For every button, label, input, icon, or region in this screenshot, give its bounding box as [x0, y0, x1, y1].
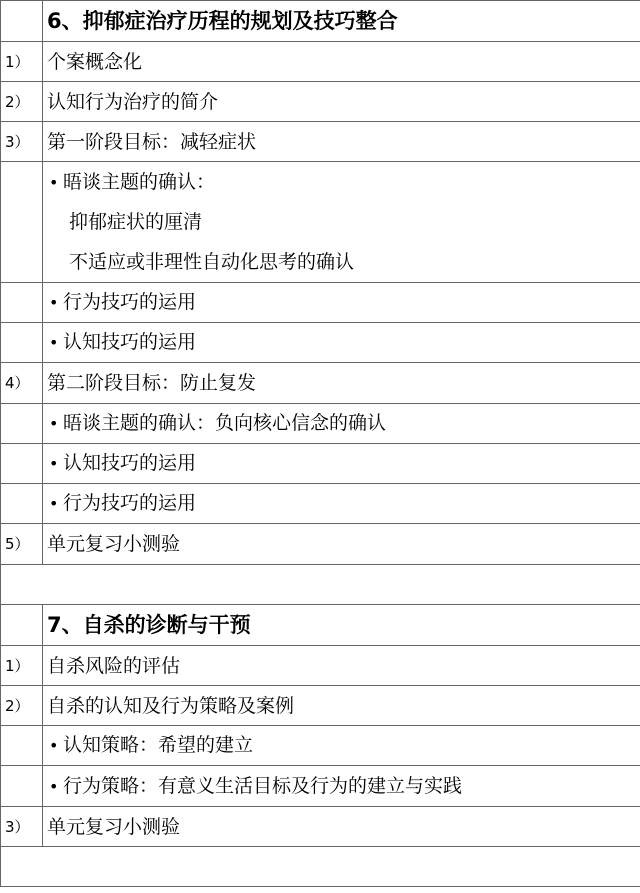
list-item [1, 42, 640, 82]
item-text: 自杀的认知及行为策略及案例 [43, 686, 640, 726]
item-number: 2） [1, 82, 43, 122]
item-number: 5） [1, 524, 43, 565]
bullet-text: 行为策略：有意义生活目标及行为的建立与实践 [63, 774, 463, 797]
bullet-row [1, 283, 640, 323]
item-number: 3） [1, 807, 43, 847]
blank-cell [1, 847, 640, 887]
blank-cell [1, 404, 43, 444]
bullet-text: 晤谈主题的确认： [63, 171, 216, 193]
bullet-cell [43, 404, 640, 444]
bullet-cell [43, 323, 640, 363]
item-text: 认知行为治疗的简介 [43, 82, 640, 122]
item-text: 单元复习小测验 [43, 807, 640, 847]
bullet-icon: • [49, 736, 59, 755]
blank-cell [1, 1, 43, 42]
item-number: 1） [1, 646, 43, 686]
spacer-row [1, 847, 640, 887]
bullet-text: 晤谈主题的确认：负向核心信念的确认 [63, 412, 387, 434]
spacer-row [1, 565, 640, 605]
section-title: 7、自杀的诊断与干预 [43, 605, 640, 646]
bullet-icon: • [49, 494, 59, 513]
bullet-text: 行为技巧的运用 [63, 492, 197, 514]
list-item [1, 122, 640, 162]
list-item [1, 524, 640, 565]
list-item [1, 686, 640, 726]
blank-cell [1, 766, 43, 807]
section-7-header-row [1, 605, 640, 646]
bullet-row [1, 323, 640, 363]
item-text: 第二阶段目标：防止复发 [43, 363, 640, 404]
list-item [1, 807, 640, 847]
bullet-icon: • [49, 414, 59, 433]
bullet-text: 认知技巧的运用 [63, 331, 197, 353]
item-number: 1） [1, 42, 43, 82]
blank-cell [1, 323, 43, 363]
bullet-cell [43, 766, 640, 807]
bullet-row [1, 404, 640, 444]
bullet-row [1, 766, 640, 807]
item-number: 4） [1, 363, 43, 404]
item-number: 3） [1, 122, 43, 162]
bullet-icon: • [49, 333, 59, 352]
section-6-header-row [1, 1, 640, 42]
bullet-cell [43, 162, 640, 283]
blank-cell [1, 283, 43, 323]
bullet-icon: • [49, 776, 59, 796]
bullet-cell [43, 444, 640, 484]
section-title: 6、抑郁症治疗历程的规划及技巧整合 [43, 1, 640, 42]
item-text: 第一阶段目标：减轻症状 [43, 122, 640, 162]
bullet-cell [43, 484, 640, 524]
blank-cell [1, 565, 640, 605]
bullet-row [1, 162, 640, 283]
bullet-icon: • [49, 454, 59, 473]
blank-cell [1, 605, 43, 646]
bullet-subline: 不适应或非理性自动化思考的确认 [69, 251, 355, 273]
item-text: 自杀风险的评估 [43, 646, 640, 686]
bullet-row [1, 484, 640, 524]
item-text: 单元复习小测验 [43, 524, 640, 565]
bullet-icon: • [49, 293, 59, 312]
list-item [1, 363, 640, 404]
bullet-row [1, 726, 640, 766]
item-number: 2） [1, 686, 43, 726]
bullet-text: 行为技巧的运用 [63, 291, 197, 313]
bullet-row [1, 444, 640, 484]
bullet-cell [43, 283, 640, 323]
bullet-subline: 抑郁症状的厘清 [69, 211, 203, 233]
list-item [1, 646, 640, 686]
item-text: 个案概念化 [43, 42, 640, 82]
blank-cell [1, 162, 43, 283]
bullet-text: 认知策略：希望的建立 [63, 734, 254, 756]
bullet-icon: • [49, 173, 59, 192]
blank-cell [1, 484, 43, 524]
blank-cell [1, 726, 43, 766]
bullet-cell [43, 726, 640, 766]
bullet-first-line [49, 162, 640, 202]
list-item [1, 82, 640, 122]
blank-cell [1, 444, 43, 484]
bullet-text: 认知技巧的运用 [63, 452, 197, 474]
